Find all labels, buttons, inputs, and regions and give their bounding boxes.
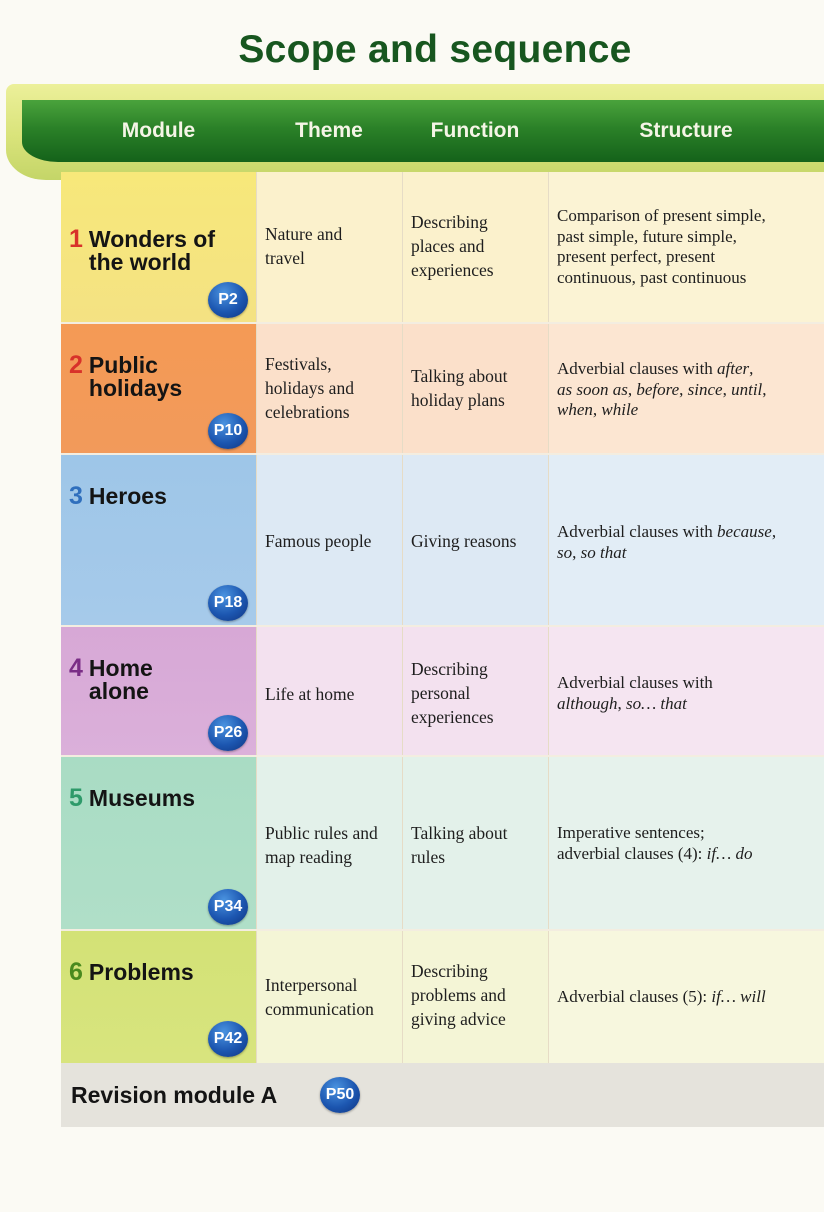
- theme-cell-3: [256, 455, 402, 627]
- module-title-line: Museums: [88, 785, 195, 811]
- table-row-4: [61, 627, 824, 757]
- module-title-line: Heroes: [88, 483, 167, 509]
- module-title-2: [69, 351, 183, 401]
- table-row-2: [61, 324, 824, 455]
- function-cell-1: [402, 172, 548, 324]
- page-badge-p10[interactable]: P10: [208, 413, 248, 449]
- function-text-4: Describing personal experiences: [411, 659, 494, 727]
- page-title: Scope and sequence: [238, 28, 632, 71]
- header-module: Module: [121, 119, 196, 142]
- module-number-4: 4: [69, 654, 83, 682]
- structure-text-6: Adverbial clauses (5): if… will: [557, 987, 766, 1006]
- page-badge-p26[interactable]: P26: [208, 715, 248, 751]
- header-theme: Theme: [295, 119, 363, 142]
- module-title-line: Problems: [88, 959, 194, 985]
- module-number-2: 2: [69, 351, 83, 379]
- module-title-line: Home: [88, 655, 153, 681]
- module-cell-5[interactable]: [61, 757, 256, 931]
- function-cell-3: [402, 455, 548, 627]
- theme-text-4: Life at home: [265, 684, 355, 704]
- module-title-line: Wonders of: [88, 226, 215, 252]
- function-cell-2: [402, 324, 548, 455]
- table-row-1: [61, 172, 824, 324]
- module-number-1: 1: [69, 225, 83, 253]
- table-row-5: [61, 757, 824, 931]
- structure-cell-4: [548, 627, 824, 757]
- theme-text-3: Famous people: [265, 531, 372, 551]
- theme-cell-1: [256, 172, 402, 324]
- structure-text-1: Comparison of present simple, past simple, future simple, present perfect, present continuous, past continuous: [557, 206, 766, 287]
- page-badge-p34[interactable]: P34: [208, 889, 248, 925]
- page-badge-p18[interactable]: P18: [208, 585, 248, 621]
- module-title-line: the world: [88, 249, 192, 275]
- module-cell-1[interactable]: [61, 172, 256, 324]
- structure-cell-6: [548, 931, 824, 1063]
- module-cell-4[interactable]: [61, 627, 256, 757]
- module-number-6: 6: [69, 958, 83, 986]
- function-text-2: Talking about holiday plans: [411, 366, 508, 410]
- module-cell-3[interactable]: [61, 455, 256, 627]
- function-cell-5: [402, 757, 548, 931]
- page-badge-p42[interactable]: P42: [208, 1021, 248, 1057]
- theme-cell-6: [256, 931, 402, 1063]
- theme-text-6: Interpersonal communication: [265, 975, 374, 1019]
- page-badge-p50[interactable]: P50: [320, 1077, 360, 1113]
- structure-cell-3: [548, 455, 824, 627]
- revision-label: Revision module A: [71, 1082, 278, 1108]
- structure-text-5: Imperative sentences; adverbial clauses (4): if… do: [557, 823, 753, 863]
- table-row-6: [61, 931, 824, 1063]
- structure-cell-2: [548, 324, 824, 455]
- theme-text-2: Festivals, holidays and celebrations: [265, 354, 354, 422]
- function-text-6: Describing problems and giving advice: [411, 961, 506, 1029]
- structure-text-4: Adverbial clauses with although, so… that: [557, 673, 713, 713]
- structure-cell-5: [548, 757, 824, 931]
- module-title-6: [69, 958, 194, 986]
- revision-row[interactable]: [61, 1063, 824, 1127]
- module-title-line: Public: [88, 352, 158, 378]
- module-title-line: holidays: [88, 375, 183, 401]
- module-cell-6[interactable]: [61, 931, 256, 1063]
- theme-cell-2: [256, 324, 402, 455]
- theme-cell-5: [256, 757, 402, 931]
- table-row-3: [61, 455, 824, 627]
- module-title-1: [69, 225, 215, 275]
- page-badge-p2[interactable]: P2: [208, 282, 248, 318]
- header-function: Function: [430, 119, 520, 142]
- module-title-5: [69, 784, 195, 812]
- module-title-line: alone: [88, 678, 149, 704]
- theme-text-1: Nature and travel: [265, 224, 343, 268]
- module-number-5: 5: [69, 784, 83, 812]
- theme-cell-4: [256, 627, 402, 757]
- function-text-1: Describing places and experiences: [411, 212, 494, 280]
- module-cell-2[interactable]: [61, 324, 256, 455]
- function-cell-4: [402, 627, 548, 757]
- module-title-4: [69, 654, 153, 704]
- module-title-3: [69, 482, 167, 510]
- function-cell-6: [402, 931, 548, 1063]
- structure-text-3: Adverbial clauses with because, so, so that: [557, 522, 777, 562]
- module-number-3: 3: [69, 482, 83, 510]
- structure-cell-1: [548, 172, 824, 324]
- function-text-3: Giving reasons: [411, 531, 517, 551]
- structure-text-2: Adverbial clauses with after, as soon as, before, since, until, when, while: [557, 359, 767, 419]
- function-text-5: Talking about rules: [411, 823, 508, 867]
- header-structure: Structure: [639, 119, 733, 142]
- theme-text-5: Public rules and map reading: [265, 823, 378, 867]
